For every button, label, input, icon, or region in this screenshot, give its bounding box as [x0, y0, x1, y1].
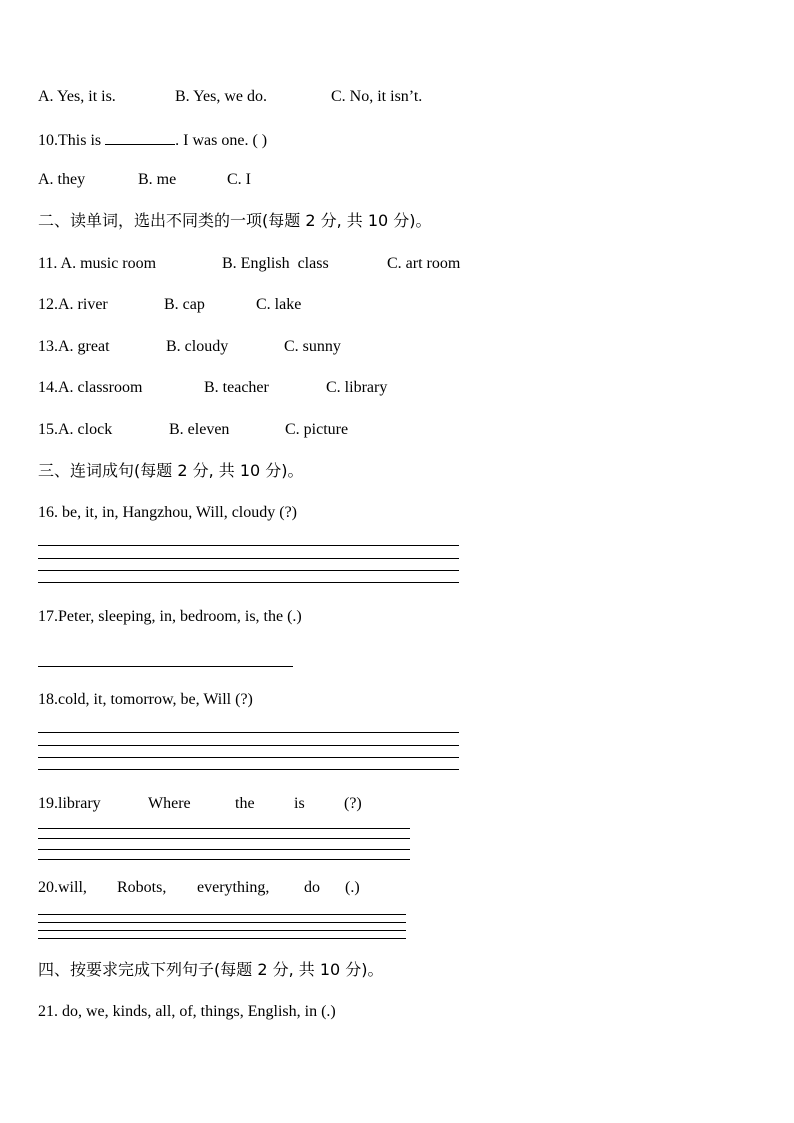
q9-option-c: C. No, it isn’t. — [331, 88, 423, 105]
q17-question: 17.Peter, sleeping, in, bedroom, is, the (.) — [38, 608, 302, 625]
q19-answer-line-3[interactable] — [38, 849, 410, 850]
q9-option-a: A. Yes, it is. — [38, 88, 116, 105]
q13-option-a: 13.A. great — [38, 338, 110, 355]
q20-word-2: Robots, — [117, 879, 167, 896]
q18-answer-line-4[interactable] — [38, 769, 459, 770]
q14-option-a: 14.A. classroom — [38, 379, 143, 396]
section2-heading: 二、读单词，选出不同类的一项(每题 2 分, 共 10 分)。 — [38, 211, 432, 230]
q19-answer-line-2[interactable] — [38, 838, 410, 839]
q10-option-a: A. they — [38, 171, 86, 188]
q20-word-3: everything, — [197, 879, 270, 896]
q19-answer-line-1[interactable] — [38, 828, 410, 829]
q20-word-5: (.) — [345, 879, 360, 896]
q14-option-b: B. teacher — [204, 379, 269, 396]
q18-question: 18.cold, it, tomorrow, be, Will (?) — [38, 691, 253, 708]
q16-answer-line-1[interactable] — [38, 545, 459, 546]
q18-answer-line-2[interactable] — [38, 745, 459, 746]
q10-option-b: B. me — [138, 171, 177, 188]
q11-option-c: C. art room — [387, 255, 461, 272]
q20-word-1: 20.will, — [38, 879, 87, 896]
q15-option-c: C. picture — [285, 421, 349, 438]
q14-option-c: C. library — [326, 379, 388, 396]
q10-suffix: . I was one. ( ) — [175, 132, 268, 149]
q18-answer-line-1[interactable] — [38, 732, 459, 733]
q13-row — [38, 337, 438, 357]
q15-option-b: B. eleven — [169, 421, 230, 438]
q19-word-1: 19.library — [38, 795, 101, 812]
q12-option-c: C. lake — [256, 296, 302, 313]
q15-row — [38, 420, 438, 440]
q20-answer-line-3[interactable] — [38, 930, 406, 931]
q12-row — [38, 295, 438, 315]
q10-options-row — [38, 170, 438, 190]
q10-blank[interactable] — [105, 129, 175, 145]
q18-answer-line-3[interactable] — [38, 757, 459, 758]
q16-answer-line-3[interactable] — [38, 570, 459, 571]
q10-question — [38, 129, 267, 151]
q19-word-5: (?) — [344, 795, 362, 812]
q16-question: 16. be, it, in, Hangzhou, Will, cloudy (?) — [38, 504, 298, 521]
q20-answer-line-1[interactable] — [38, 914, 406, 915]
section3-heading: 三、连词成句(每题 2 分, 共 10 分)。 — [38, 461, 304, 480]
q16-answer-line-2[interactable] — [38, 558, 459, 559]
q19-question — [38, 794, 438, 814]
q14-row — [38, 378, 488, 398]
q17-answer-line[interactable] — [38, 666, 293, 667]
q19-word-4: is — [294, 795, 305, 812]
q15-option-a: 15.A. clock — [38, 421, 113, 438]
q10-prefix: 10.This is — [38, 132, 106, 149]
q19-answer-line-4[interactable] — [38, 859, 410, 860]
q13-option-b: B. cloudy — [166, 338, 229, 355]
q20-word-4: do — [304, 879, 320, 896]
q12-option-b: B. cap — [164, 296, 205, 313]
q9-options-row — [38, 87, 538, 107]
q12-option-a: 12.A. river — [38, 296, 108, 313]
q20-answer-line-2[interactable] — [38, 922, 406, 923]
q20-answer-line-4[interactable] — [38, 938, 406, 939]
q21-question: 21. do, we, kinds, all, of, things, English, in (.) — [38, 1003, 336, 1020]
q10-option-c: C. I — [227, 171, 251, 188]
q19-word-2: Where — [148, 795, 191, 812]
q20-question — [38, 878, 438, 898]
q9-option-b: B. Yes, we do. — [175, 88, 268, 105]
q11-row — [38, 254, 558, 274]
q13-option-c: C. sunny — [284, 338, 341, 355]
q16-answer-line-4[interactable] — [38, 582, 459, 583]
section4-heading: 四、按要求完成下列句子(每题 2 分, 共 10 分)。 — [38, 960, 384, 979]
q11-option-a: 11. A. music room — [38, 255, 157, 272]
q19-word-3: the — [235, 795, 255, 812]
q11-option-b: B. English class — [222, 255, 329, 272]
